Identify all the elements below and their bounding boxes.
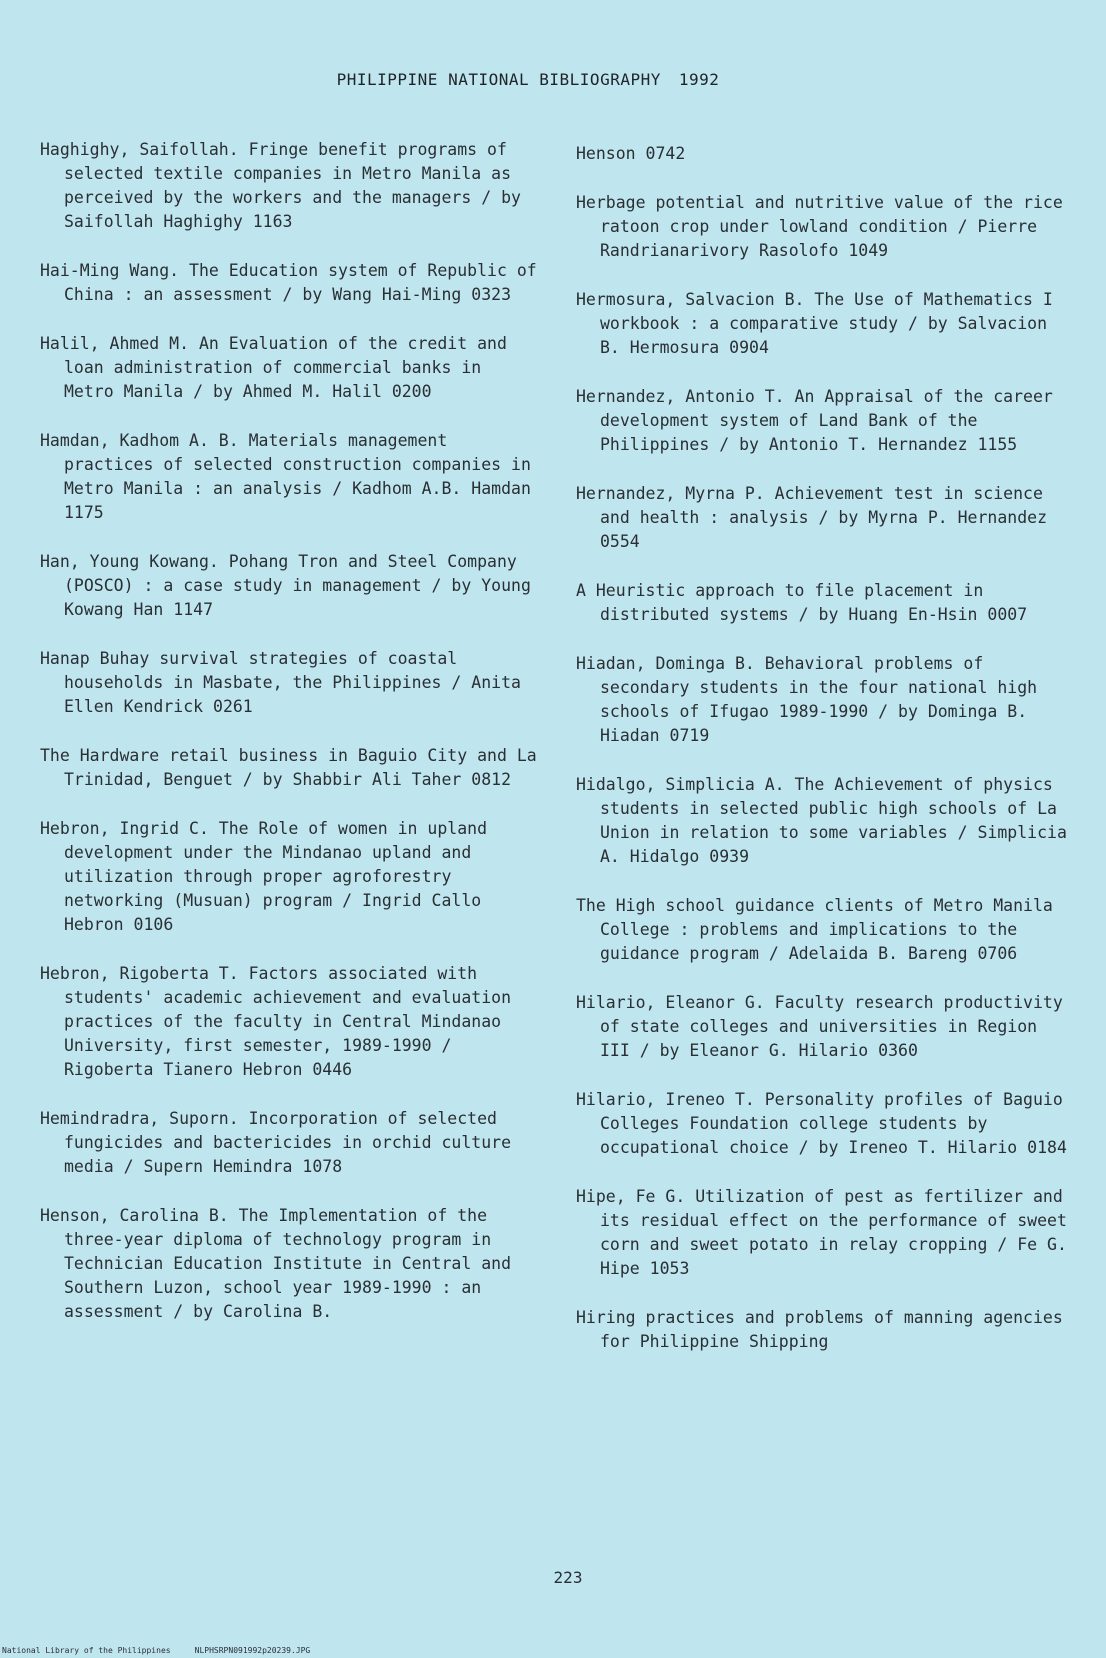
bibliography-entry: Hernandez, Myrna P. Achievement test in science and health : analysis / by Myrna P. Hernandez 0554 xyxy=(576,484,1057,551)
header-title: PHILIPPINE NATIONAL BIBLIOGRAPHY xyxy=(336,70,661,89)
bibliography-entry: Han, Young Kowang. Pohang Tron and Steel Company (POSCO) : a case study in management / by Young Kowang Han 1147 xyxy=(40,552,541,619)
bibliography-entry: The High school guidance clients of Metro Manila College : problems and implications to the guidance program / Adelaida B. Bareng 0706 xyxy=(576,896,1063,963)
bibliography-entry: Haghighy, Saifollah. Fringe benefit programs of selected textile companies in Metro Manila as perceived by the workers and the managers / by Saifollah Haghighy 1163 xyxy=(40,140,531,231)
bibliography-entry-continuation: Henson 0742 xyxy=(576,144,686,163)
bibliography-entry: Hebron, Rigoberta T. Factors associated with students' academic achievement and evaluation practices of the faculty in Central Mindanao University, first semester, 1989-1990 / Rigoberta Tianero Hebron 0446 xyxy=(40,964,521,1079)
page-header xyxy=(0,70,1106,89)
bibliography-entry: A Heuristic approach to file placement in distributed systems / by Huang En-Hsin 0007 xyxy=(576,581,1028,624)
bibliography-entry: Hernandez, Antonio T. An Appraisal of the career development system of Land Bank of the Philippines / by Antonio T. Hernandez 1155 xyxy=(576,387,1063,454)
bibliography-entry: Hilario, Eleanor G. Faculty research productivity of state colleges and universities in Region III / by Eleanor G. Hilario 0360 xyxy=(576,993,1073,1060)
bibliography-entry: Hanap Buhay survival strategies of coastal households in Masbate, the Philippines / Anita Ellen Kendrick 0261 xyxy=(40,649,531,716)
bibliography-entry: Hermosura, Salvacion B. The Use of Mathematics I workbook : a comparative study / by Salvacion B. Hermosura 0904 xyxy=(576,290,1063,357)
page-number xyxy=(0,1568,1106,1587)
bibliography-entry: Hiadan, Dominga B. Behavioral problems of secondary students in the four national high schools of Ifugao 1989-1990 / by Dominga B. Hiadan 0719 xyxy=(576,654,1048,745)
bibliography-entry: Hiring practices and problems of manning agencies for Philippine Shipping xyxy=(576,1308,1073,1351)
scan-credit: National Library of the Philippines NLPHSRPN091992p20239.JPG xyxy=(2,1646,311,1655)
bibliography-entry: Henson, Carolina B. The Implementation of the three-year diploma of technology program in Technician Education Institute in Central and Southern Luzon, school year 1989-1990 : an assessment / by Carolina B. xyxy=(40,1206,521,1321)
bibliography-entry: Hidalgo, Simplicia A. The Achievement of physics students in selected public high schools of La Union in relation to some variables / Simplicia A. Hidalgo 0939 xyxy=(576,775,1077,866)
bibliography-entry: Hilario, Ireneo T. Personality profiles of Baguio Colleges Foundation college students by occupational choice / by Ireneo T. Hilario 0184 xyxy=(576,1090,1073,1157)
bibliography-entry: Hamdan, Kadhom A. B. Materials management practices of selected construction companies in Metro Manila : an analysis / Kadhom A.B. Hamdan 1175 xyxy=(40,431,541,522)
left-column xyxy=(40,138,547,1349)
header-year: 1992 xyxy=(678,70,720,89)
bibliography-entry: Hebron, Ingrid C. The Role of women in upland development under the Mindanao upland and utilization through proper agroforestry networking (Musuan) program / Ingrid Callo Hebron 0106 xyxy=(40,819,497,934)
bibliography-entry: Hemindradra, Suporn. Incorporation of selected fungicides and bactericides in orchid culture media / Supern Hemindra 1078 xyxy=(40,1109,521,1176)
right-column xyxy=(576,142,1076,1379)
page-number-text: 223 xyxy=(553,1568,583,1587)
bibliography-entry: Hai-Ming Wang. The Education system of Republic of China : an assessment / by Wang Hai-Ming 0323 xyxy=(40,261,547,304)
bibliography-entry: Hipe, Fe G. Utilization of pest as fertilizer and its residual effect on the performance of sweet corn and sweet potato in relay cropping / Fe G. Hipe 1053 xyxy=(576,1187,1077,1278)
bibliography-entry: The Hardware retail business in Baguio City and La Trinidad, Benguet / by Shabbir Ali Taher 0812 xyxy=(40,746,547,789)
bibliography-entry: Halil, Ahmed M. An Evaluation of the credit and loan administration of commercial banks in Metro Manila / by Ahmed M. Halil 0200 xyxy=(40,334,517,401)
bibliography-entry: Herbage potential and nutritive value of the rice ratoon crop under lowland condition / Pierre Randrianarivory Rasolofo 1049 xyxy=(576,193,1073,260)
